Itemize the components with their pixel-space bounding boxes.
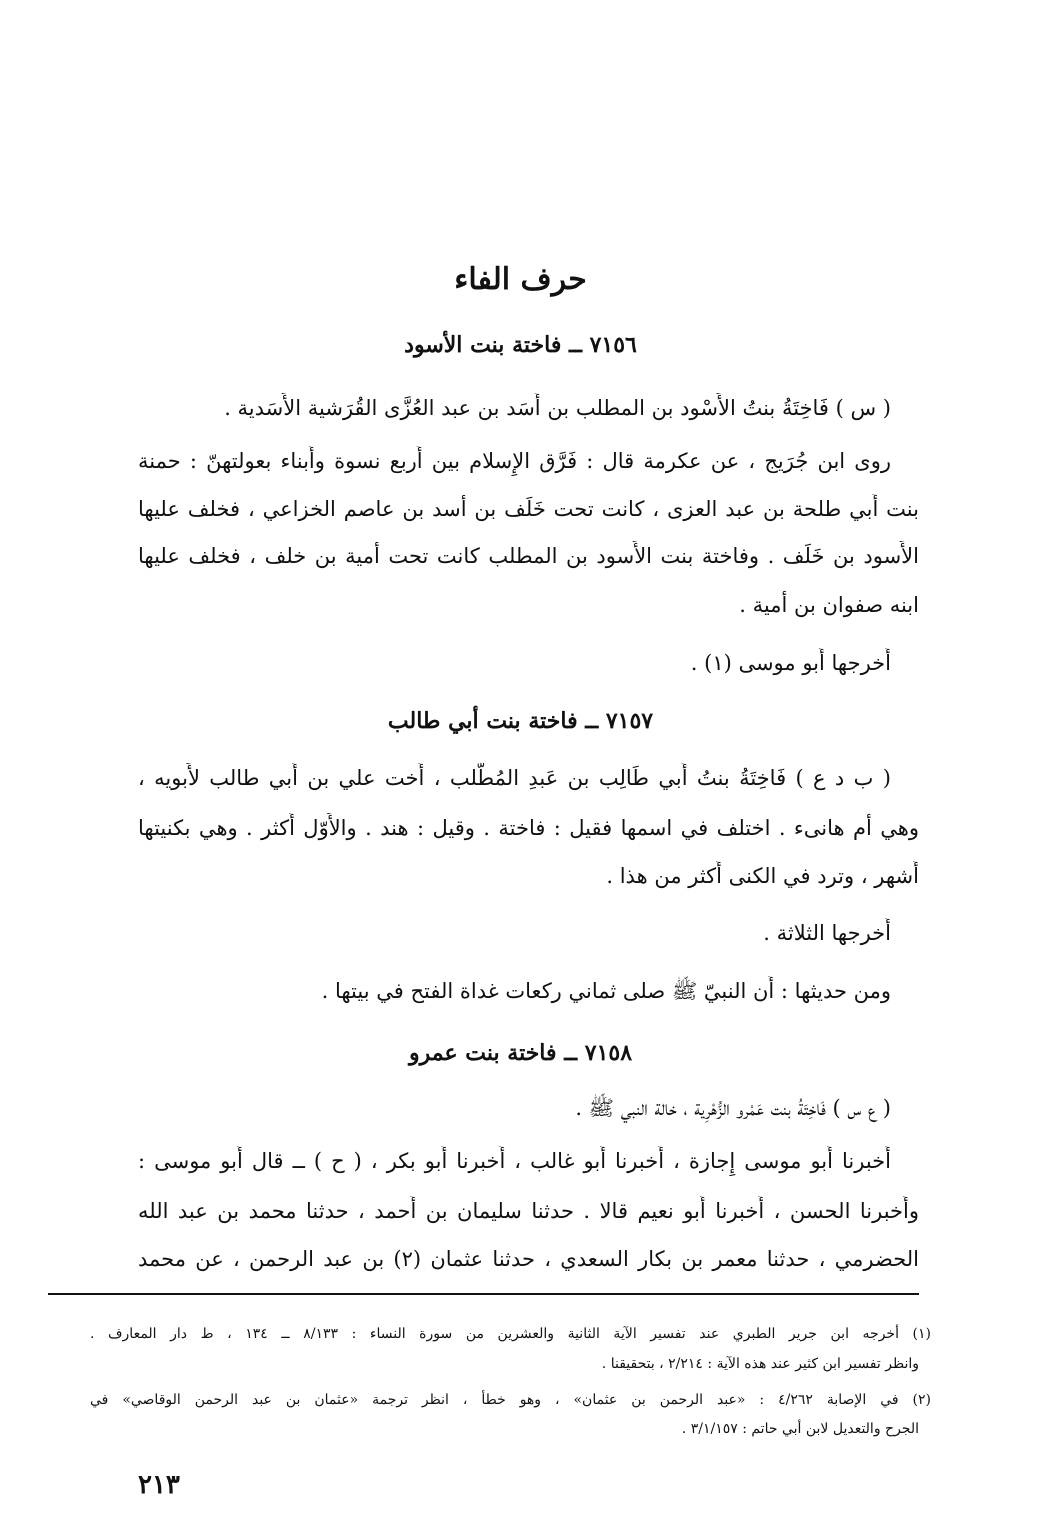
entry-7157-line-4: أَخرجها الثلاثة . bbox=[763, 921, 891, 945]
entry-7156-line-2: روى ابن جُرَيج ، عن عكرمة قال : فَرَّق الإِسلام بين أَربع نسوة وأَبناء بعولتهنّ : حمنة bbox=[138, 449, 891, 473]
entry-7158-line-1: ( ع س ) فَاخِتَةُ بنت عَمْرو الزُّهْرِية ، خالة النبي ﷺ . bbox=[575, 1096, 891, 1120]
entry-7156-line-4: الأَسود بن خَلَف . وفاختة بنت الأَسود بن المطلب كانت تحت أمية بن خلف ، فخلف عليها bbox=[138, 544, 919, 568]
footnote-2-line-2: الجرح والتعديل لابن أبي حاتم : ٣/١/١٥٧ . bbox=[681, 1421, 919, 1437]
footnote-2-line-1: (٢) في الإصابة ٤/٢٦٢ : «عبد الرحمن بن عثمان» ، وهو خطأ ، انظر ترجمة «عثمان بن عبد الرحمن الوقاصي» في bbox=[90, 1392, 931, 1408]
entry-7156-line-3: بنت أَبي طلحة بن عبد العزى ، كانت تحت خَلَف بن أسد بن عاصم الخزاعي ، فخلف عليها bbox=[138, 497, 919, 521]
page-number: ٢١٣ bbox=[138, 1470, 180, 1500]
entry-7157-line-3: أَشهر ، وترد في الكنى أَكثر من هذا . bbox=[606, 864, 919, 888]
entry-7157-line-5: ومن حديثها : أَن النبيّ ﷺ صلى ثماني ركعات غداة الفتح في بيتها . bbox=[321, 979, 891, 1003]
chapter-title: حرف الفاء bbox=[454, 262, 587, 297]
entry-7156-line-1: ( س ) فَاخِتَةُ بنتُ الأَسْود بن المطلب بن أَسَد بن عبد العُزَّى القُرَشية الأَسَدية . bbox=[224, 396, 891, 420]
entry-heading-7156: ٧١٥٦ ــ فاختة بنت الأسود bbox=[404, 332, 637, 358]
footnote-1-line-1: (١) أخرجه ابن جرير الطبري عند تفسير الآية الثانية والعشرين من سورة النساء : ٨/١٣٣ ــ ١٣٤ ، ط دار المعارف . bbox=[90, 1326, 931, 1342]
entry-7156-line-6: أَخرجها أَبو موسى (١) . bbox=[690, 651, 891, 675]
entry-7157-line-1: ( ب د ع ) فَاخِتَةُ بنتُ أَبي طَالِب بن عَبدِ المُطَّلب ، أُخت علي بن أَبي طالب لأَبويه ، bbox=[138, 766, 891, 790]
footnote-1-line-2: وانظر تفسير ابن كثير عند هذه الآية : ٢/٢١٤ ، بتحقيقنا . bbox=[601, 1356, 919, 1372]
entry-7158-line-2: أَخبرنا أَبو موسى إِجازة ، أَخبرنا أَبو غالب ، أَخبرنا أَبو بكر ، ( ح ) ــ قال أَبو موسى : bbox=[138, 1149, 891, 1173]
footnote-rule bbox=[48, 1293, 919, 1295]
entry-7158-line-3: وأَخبرنا الحسن ، أَخبرنا أَبو نعيم قالا . حدثنا سليمان بن أَحمد ، حدثنا محمد بن عبد الله bbox=[138, 1199, 919, 1223]
entry-heading-7157: ٧١٥٧ ــ فاختة بنت أبي طالب bbox=[387, 708, 654, 734]
entry-7157-line-2: وهي أم هانىء . اختلف في اسمها فقيل : فاختة . وقيل : هند . والأَوّل أَكثر . وهي بكنيتها bbox=[138, 816, 919, 840]
entry-7158-line-4: الحضرمي ، حدثنا معمر بن بكار السعدي ، حدثنا عثمان (٢) بن عبد الرحمن ، عن محمد bbox=[138, 1247, 919, 1271]
entry-7156-line-5: ابنه صفوان بن أمية . bbox=[739, 593, 919, 617]
entry-heading-7158: ٧١٥٨ ــ فاختة بنت عمرو bbox=[408, 1040, 633, 1066]
